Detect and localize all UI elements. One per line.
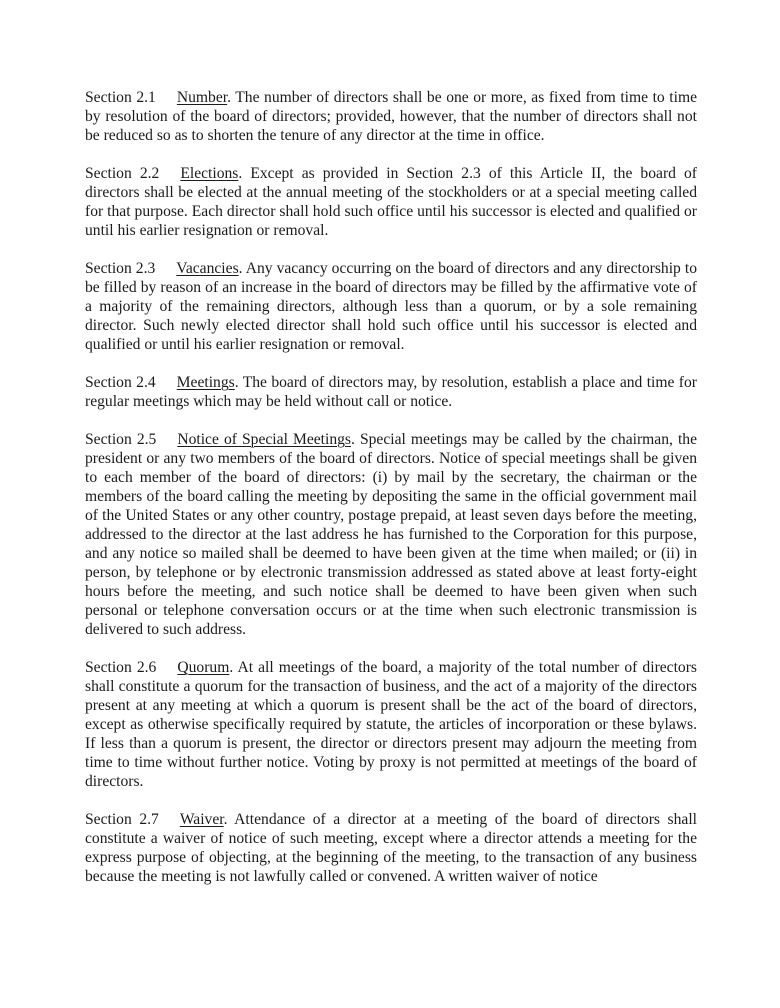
section-2-3-title: Vacancies (176, 260, 239, 277)
section-2-2-paragraph (85, 164, 697, 240)
section-2-2-title: Elections (180, 165, 239, 182)
section-2-1-body: . The number of directors shall be one or more, as fixed from time to time by resolution of the board of directors; provided, however, that the number of directors shall not be reduced so as to shorten the tenure of any director at the time in office. (85, 89, 697, 144)
section-2-7-paragraph (85, 810, 697, 886)
section-2-5-paragraph (85, 430, 697, 639)
section-2-7-label: Section 2.7 (85, 811, 159, 828)
tab-spacer (156, 386, 177, 387)
section-2-1-paragraph (85, 88, 697, 145)
section-2-7-body: . Attendance of a director at a meeting of the board of directors shall constitute a waiver of notice of such meeting, except where a director attends a meeting for the express purpose of objecting, at the beginning of the meeting, to the transaction of any business because the meeting is not lawfully called or convened. A written waiver of notice (85, 811, 697, 885)
section-2-4-label: Section 2.4 (85, 374, 156, 391)
section-2-3-label: Section 2.3 (85, 260, 156, 277)
section-2-3-body: . Any vacancy occurring on the board of directors and any directorship to be filled by reason of an increase in the board of directors may be filled by the affirmative vote of a majority of the remaining directors, although less than a quorum, or by a sole remaining director. Such newly elected director shall hold such office until his successor is elected and qualified or until his earlier resignation or removal. (85, 260, 697, 353)
section-2-4-title: Meetings (176, 374, 235, 391)
section-2-4-body: . The board of directors may, by resolution, establish a place and time for regular meetings which may be held without call or notice. (85, 374, 697, 410)
section-2-6-body: . At all meetings of the board, a majority of the total number of directors shall constitute a quorum for the transaction of business, and the act of a majority of the directors present at any meeting at which a quorum is present shall be the act of the board of directors, except as otherwise specifically required by statute, the articles of incorporation or these bylaws. If less than a quorum is present, the director or directors present may adjourn the meeting from time to time without further notice. Voting by proxy is not permitted at meetings of the board of directors. (85, 659, 697, 790)
tab-spacer (155, 272, 176, 273)
section-2-6-paragraph (85, 658, 697, 791)
tab-spacer (156, 671, 177, 672)
section-2-5-label: Section 2.5 (85, 431, 157, 448)
section-2-6-label: Section 2.6 (85, 659, 157, 676)
section-2-3-paragraph (85, 259, 697, 354)
tab-spacer (159, 177, 180, 178)
section-2-1-label: Section 2.1 (85, 89, 156, 106)
tab-spacer (156, 443, 177, 444)
section-2-7-title: Waiver (179, 811, 224, 828)
tab-spacer (159, 823, 180, 824)
section-2-1-title: Number (176, 89, 228, 106)
section-2-2-label: Section 2.2 (85, 165, 160, 182)
section-2-6-title: Quorum (177, 659, 230, 676)
section-2-2-body: . Except as provided in Section 2.3 of this Article II, the board of directors shall be elected at the annual meeting of the stockholders or at a special meeting called for that purpose. Each director shall hold such office until his successor is elected and qualified or until his earlier resignation or removal. (85, 165, 697, 239)
section-2-4-paragraph (85, 373, 697, 411)
section-2-5-title: Notice of Special Meetings (177, 431, 351, 448)
section-2-5-body: . Special meetings may be called by the chairman, the president or any two members of the board of directors. Notice of special meetings shall be given to each member of the board of directors: (i) by mail by the secretary, the chairman or the members of the board calling the meeting by depositing the same in the official government mail of the United States or any other country, postage prepaid, at least seven days before the meeting, addressed to the director at the last address he has furnished to the Corporation for this purpose, and any notice so mailed shall be deemed to have been given at the time when mailed; or (ii) in person, by telephone or by electronic transmission addressed as stated above at least forty-eight hours before the meeting, and such notice shall be deemed to have been given when such personal or telephone conversation occurs or at the time when such electronic transmission is delivered to such address. (85, 431, 698, 638)
tab-spacer (156, 101, 177, 102)
